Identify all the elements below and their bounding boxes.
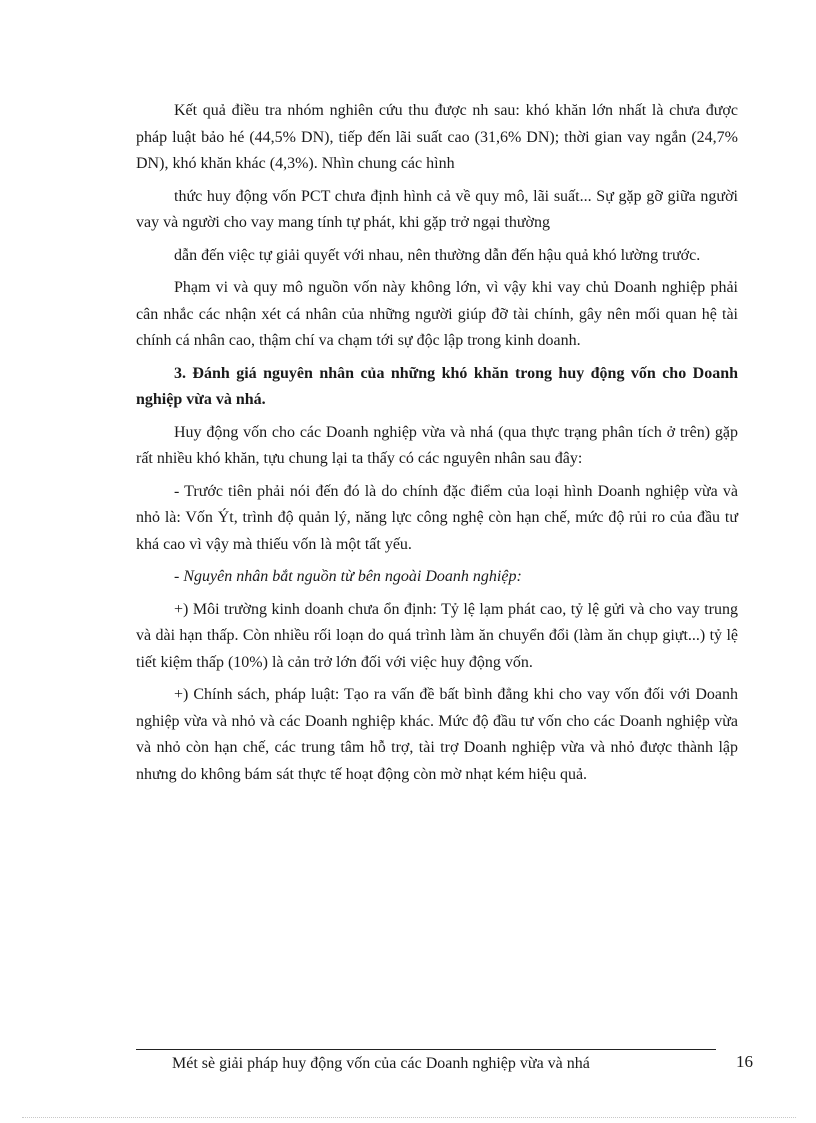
footer-title: Mét sè giải pháp huy động vốn của các Doanh nghiệp vừa và nhá [172,1055,590,1072]
paragraph-causes-intro: Huy động vốn cho các Doanh nghiệp vừa và nhá (qua thực trạng phân tích ở trên) gặp rất nhiều khó khăn, tựu chung lại ta thấy có các nguyên nhân sau đây: [136,423,738,467]
paragraph-internal-cause: - Trước tiên phải nói đến đó là do chính đặc điểm của loại hình Doanh nghiệp vừa và nhỏ là: Vốn Ýt, trình độ quản lý, năng lực công nghệ còn hạn chế, mức độ rủi ro của đầu tư khá cao vì vậy mà thiếu vốn là một tất yếu. [136,482,738,553]
paragraph-business-environment: +) Môi trường kinh doanh chưa ổn định: Tỷ lệ lạm phát cao, tỷ lệ gửi và cho vay trung và dài hạn thấp. Còn nhiều rối loạn do quá trình làm ăn chuyển đổi (làm ăn chụp giựt...) tỷ lệ tiết kiệm thấp (10%) là cản trở lớn đối với việc huy động vốn. [136,600,738,671]
paragraph-external-cause-label: - Nguyên nhân bắt nguồn từ bên ngoài Doanh nghiệp: [174,568,522,585]
page-body [136,98,738,794]
page-edge-dotted-line [22,1117,796,1118]
page-number: 16 [736,1052,753,1071]
paragraph-policy-law: +) Chính sách, pháp luật: Tạo ra vấn đề bất bình đẳng khi cho vay vốn đối với Doanh nghiệp vừa và nhỏ và các Doanh nghiệp khác. Mức độ đầu tư vốn cho các Doanh nghiệp vừa và nhỏ còn hạn chế, các trung tâm hỗ trợ, tài trợ Doanh nghiệp vừa và nhỏ được thành lập nhưng do không bám sát thực tế hoạt động còn mờ nhạt kém hiệu quả. [136,686,738,783]
paragraph-scope: Phạm vi và quy mô nguồn vốn này không lớn, vì vậy khi vay chủ Doanh nghiệp phải cân nhắc các nhận xét cá nhân của những người giúp đỡ tài chính, gây nên mối quan hệ tài chính cá nhân cao, thậm chí va chạm tới sự độc lập trong kinh doanh. [136,279,738,349]
section-heading: 3. Đánh giá nguyên nhân của những khó khăn trong huy động vốn cho Doanh nghiệp vừa và nhá. [136,364,738,408]
paragraph-self-resolution: dẫn đến việc tự giải quyết với nhau, nên thường dẫn đến hậu quả khó lường trước. [174,246,701,264]
paragraph-pct-forms: thức huy động vốn PCT chưa định hình cả về quy mô, lãi suất... Sự gặp gỡ giữa người vay và người cho vay mang tính tự phát, khi gặp trở ngại thường [136,187,738,231]
footer-divider [136,1049,716,1050]
paragraph-survey-results: Kết quả điều tra nhóm nghiên cứu thu được nh sau: khó khăn lớn nhất là chưa được pháp luật bảo hé (44,5% DN), tiếp đến lãi suất cao (31,6% DN); thời gian vay ngắn (24,7% DN), khó khăn khác (4,3%). Nhìn chung các hình [136,102,738,172]
